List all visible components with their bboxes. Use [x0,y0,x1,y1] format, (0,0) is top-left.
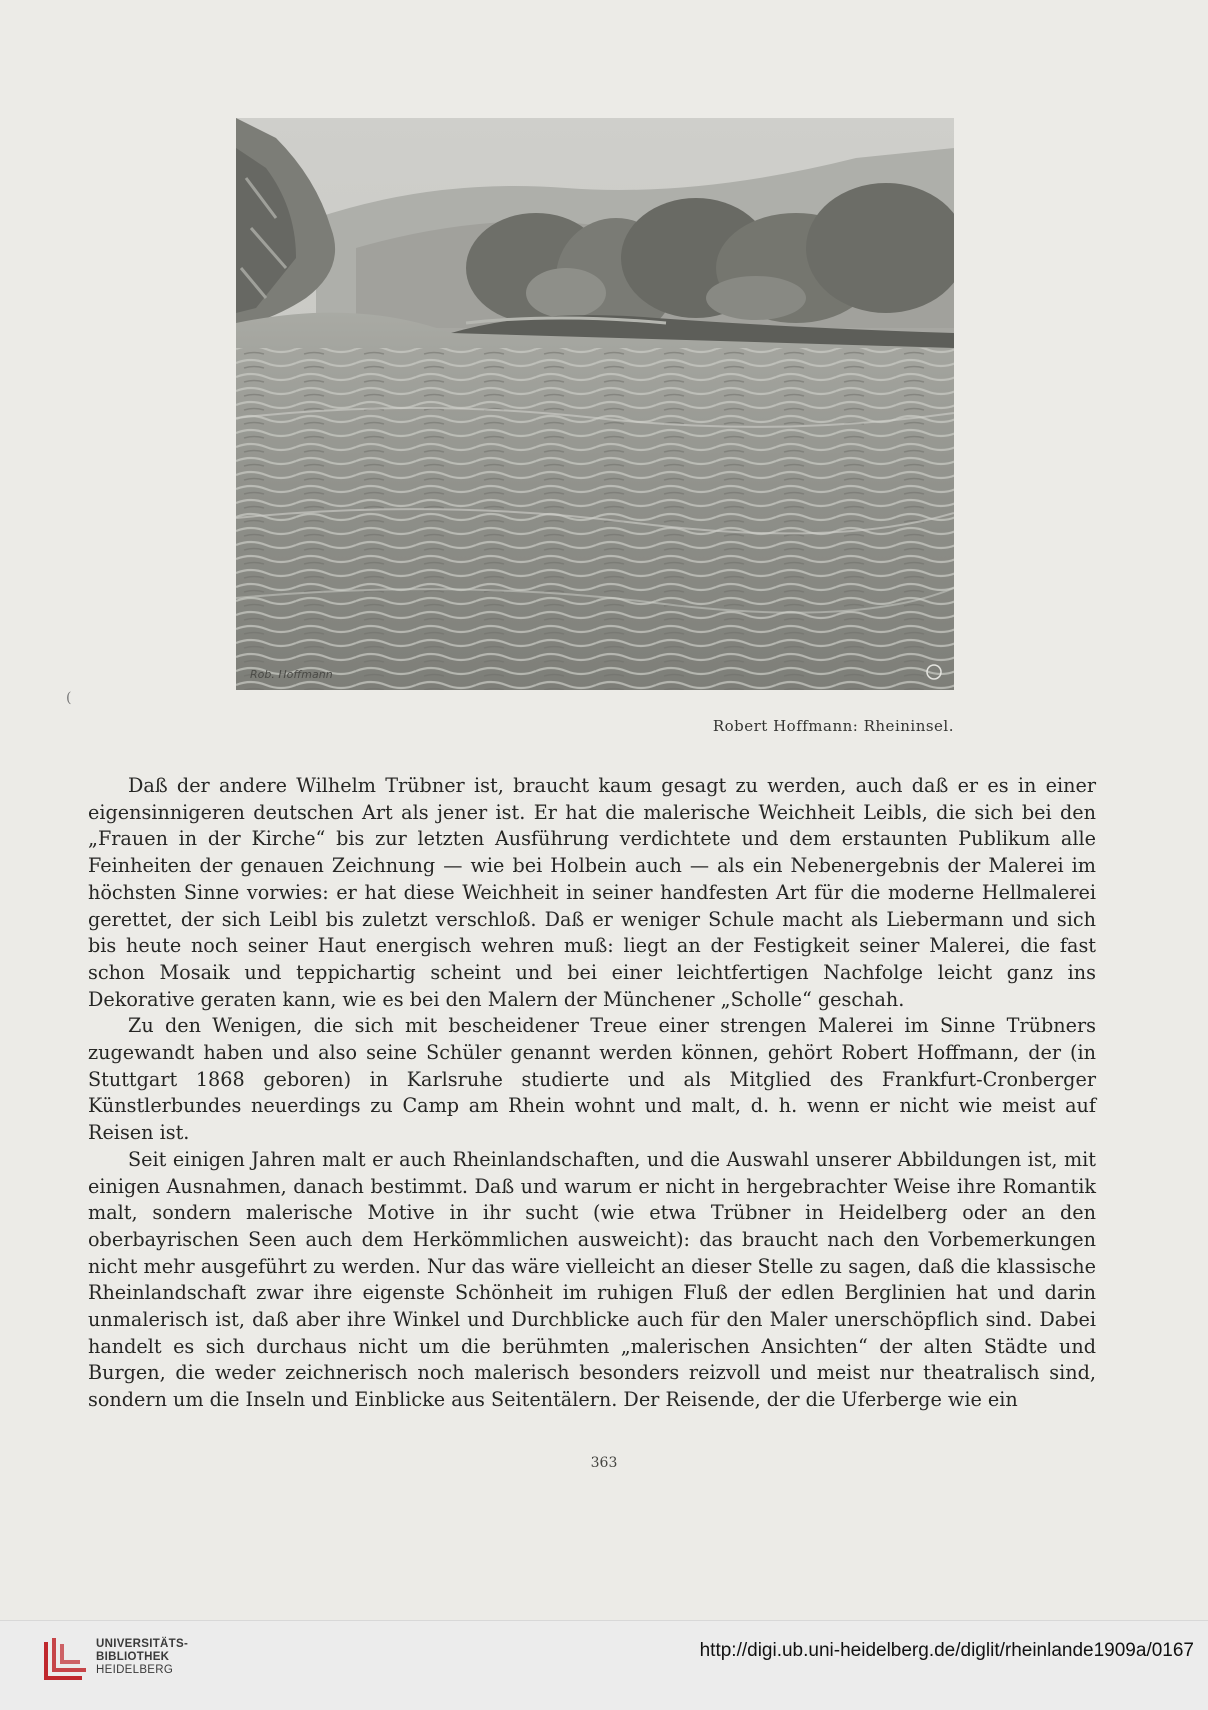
library-line-3: HEIDELBERG [96,1664,174,1676]
margin-mark: ( [66,690,72,706]
image-caption: Robert Hoffmann: Rheininsel. [712,717,954,735]
painting-rheininsel [236,118,954,690]
painting-signature: Rob. Hoffmann [250,668,333,681]
source-url-link[interactable]: http://digi.ub.uni-heidelberg.de/diglit/rheinlande1909a/0167 [699,1640,1194,1661]
library-logo-icon [40,1634,88,1684]
body-text [88,773,1096,1414]
paragraph-3: Seit einigen Jahren malt er auch Rheinlandschaften, und die Auswahl unserer Abbildungen ist, mit einigen Ausnahmen, danach bestimmt. Daß und warum er nicht in hergebrachter Weise ihre Romantik malt, sondern malerische Motive in ihr sucht (wie etwa Trübner in Heidelberg oder an den oberbayrischen Seen auch dem Herkömmlichen ausweicht): das braucht nach den Vorbemerkungen nicht mehr ausgeführt zu werden. Nur das wäre vielleicht an dieser Stelle zu sagen, daß die klassische Rheinlandschaft zwar ihre eigenste Schönheit im ruhigen Fluß der edlen Berglinien hat und darin unmalerisch ist, daß aber ihre Winkel und Durchblicke auch für den Maler unerschöpflich sind. Dabei handelt es sich durchaus nicht um die berühmten „malerischen Ansichten“ der alten Städte und Burgen, die weder zeichnerisch noch malerisch besonders reizvoll und meist nur theatralisch sind, sondern um die Inseln und Einblicke aus Seitentälern. Der Reisende, der die Uferberge wie ein [88,1147,1096,1412]
page-number: 363 [590,1455,618,1471]
library-line-1: UNIVERSITÄTS- [96,1638,189,1650]
library-line-2: BIBLIOTHEK [96,1651,170,1663]
library-name [96,1638,188,1677]
paragraph-1: Daß der andere Wilhelm Trübner ist, braucht kaum gesagt zu werden, auch daß er es in einer eigensinnigeren deutschen Art als jener ist. Er hat die malerische Weichheit Leibls, die sich bei den „Frauen in der Kirche“ bis zur letzten Ausführung verdichtete und dem erstaunten Publikum alle Feinheiten der genauen Zeichnung — wie bei Holbein auch — als ein Nebenergebnis der Malerei im höchsten Sinne vorwies: er hat diese Weichheit in seiner handfesten Art für die moderne Hellmalerei gerettet, der sich Leibl bis zuletzt verschloß. Daß er weniger Schule macht als Liebermann und sich bis heute noch seiner Haut energisch wehren muß: liegt an der Festigkeit seiner Malerei, die fast schon Mosaik und teppichartig scheint und bei einer leichtfertigen Nachfolge leicht ganz ins Dekorative geraten kann, wie es bei den Malern der Münchener „Scholle“ geschah. [88,774,1096,1011]
paragraph-2: Zu den Wenigen, die sich mit bescheidener Treue einer strengen Malerei im Sinne Trübners zugewandt haben und also seine Schüler genannt werden können, gehört Robert Hoffmann, der (in Stuttgart 1868 geboren) in Karlsruhe studierte und als Mitglied des Frankfurt-Cronberger Künstlerbundes neuerdings zu Camp am Rhein wohnt und malt, d. h. wenn er nicht wie meist auf Reisen ist. [88,1014,1096,1145]
painting-plate [236,118,954,690]
